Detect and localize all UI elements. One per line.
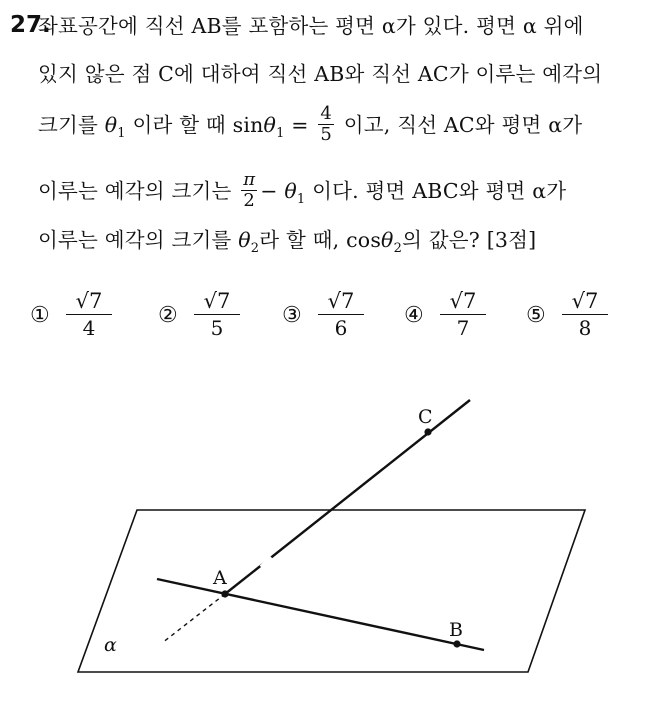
theta-symbol: θ (238, 228, 251, 252)
radicand: 7 (463, 289, 477, 313)
choice-mark: ② (158, 303, 178, 328)
subscript: 1 (276, 126, 285, 141)
theta-symbol: θ (263, 113, 277, 137)
subscript: 1 (117, 126, 126, 141)
text-segment: 이루는 예각의 크기를 (38, 228, 232, 252)
choice-mark: ④ (404, 303, 424, 328)
theta-symbol: θ (104, 113, 118, 137)
sqrt-icon: √ (75, 289, 89, 313)
fraction-denominator: 2 (241, 190, 257, 211)
equals-sign: = (284, 113, 309, 137)
sqrt-icon: √ (327, 289, 341, 313)
question-number: 27. (10, 12, 51, 38)
radicand: 7 (341, 289, 355, 313)
sqrt-icon: √ (449, 289, 463, 313)
choice-mark: ⑤ (526, 303, 546, 328)
choice-mark: ① (30, 303, 50, 328)
choice-denominator: 5 (210, 316, 224, 340)
text-segment: 라 할 때, cos (259, 228, 382, 252)
label-a: A (213, 567, 227, 589)
question-line-1: 좌표공간에 직선 AB를 포함하는 평면 α가 있다. 평면 α 위에 (38, 14, 584, 38)
text-segment: 이루는 예각의 크기는 (38, 179, 232, 203)
label-plane-alpha: α (104, 634, 117, 656)
crossing-gap (261, 557, 271, 567)
text-segment: 이다. 평면 ABC와 평면 α가 (312, 179, 567, 203)
point-a (221, 590, 228, 597)
minus-sign: − (260, 179, 278, 203)
fraction-numerator: 4 (320, 103, 333, 124)
text-segment: 크기를 (38, 113, 99, 137)
line-ac-hidden (162, 594, 225, 643)
radicand: 7 (89, 289, 103, 313)
choice-denominator: 7 (456, 316, 470, 340)
radicand: 7 (585, 289, 599, 313)
choice-mark: ③ (282, 303, 302, 328)
plane-alpha (78, 510, 585, 672)
point-c (424, 428, 431, 435)
choice-denominator: 6 (334, 316, 348, 340)
subscript: 2 (250, 241, 260, 256)
theta-symbol: θ (381, 228, 394, 252)
fraction-numerator: π (243, 169, 256, 190)
choice-denominator: 8 (578, 316, 592, 340)
text-segment: 의 값은? [3점] (402, 228, 537, 252)
label-b: B (449, 619, 463, 641)
sqrt-icon: √ (203, 289, 217, 313)
text-segment: 이라 할 때 sin (132, 113, 264, 137)
sqrt-icon: √ (571, 289, 585, 313)
question-line-2: 있지 않은 점 C에 대하여 직선 AB와 직선 AC가 이루는 예각의 (38, 62, 603, 86)
label-c: C (418, 406, 433, 428)
subscript: 1 (296, 192, 306, 207)
fraction-denominator: 5 (320, 124, 333, 145)
radicand: 7 (217, 289, 231, 313)
line-ab (157, 579, 484, 650)
point-b (453, 640, 460, 647)
text-segment: 이고, 직선 AC와 평면 α가 (343, 113, 583, 137)
choice-denominator: 4 (82, 316, 96, 340)
subscript: 2 (393, 241, 403, 256)
theta-symbol: θ (284, 179, 297, 203)
